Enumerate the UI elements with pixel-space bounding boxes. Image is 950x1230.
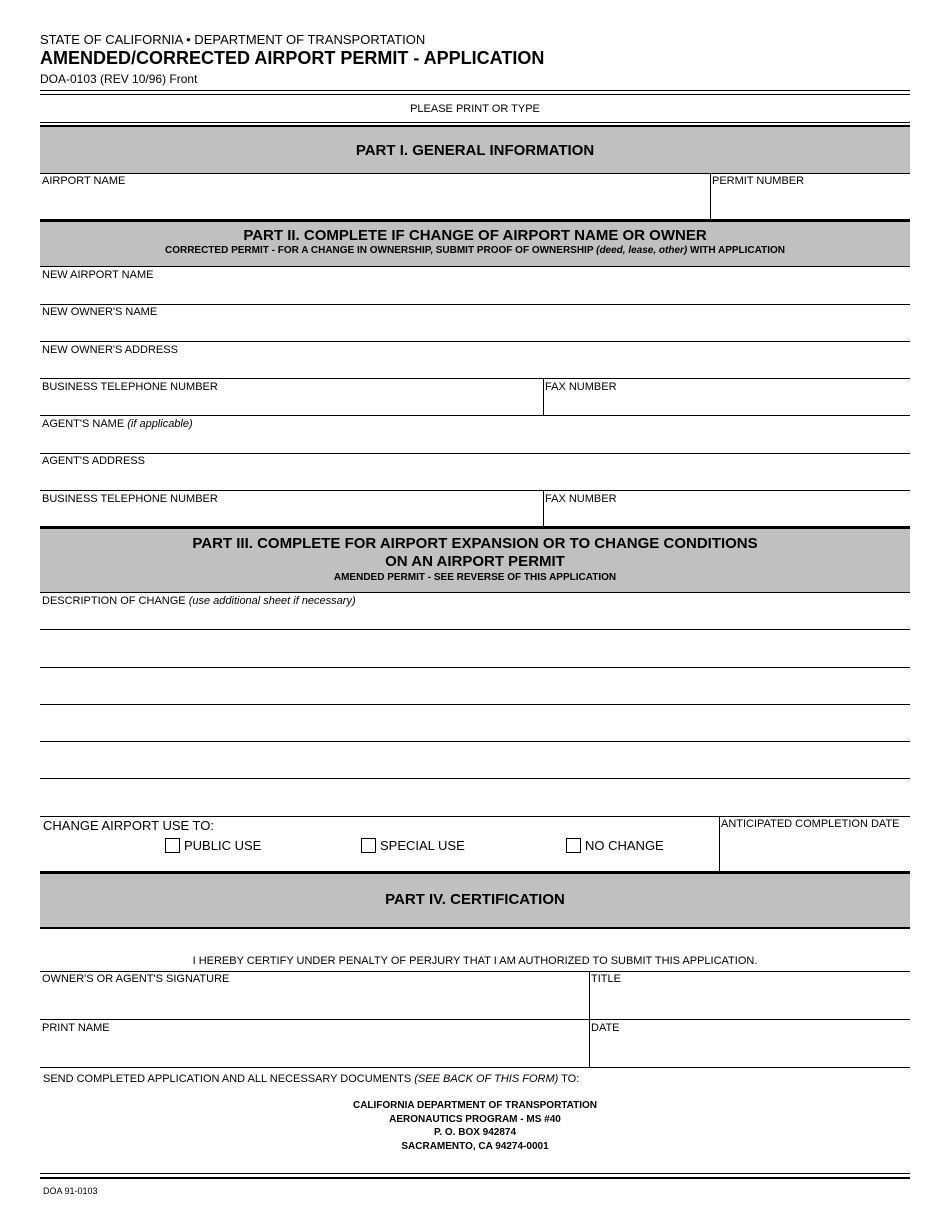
public-use-option[interactable] [165, 838, 261, 853]
fax-divider [543, 378, 544, 415]
special-use-checkbox[interactable] [361, 838, 376, 853]
new-owner-address-label: NEW OWNER'S ADDRESS [42, 344, 178, 356]
public-use-checkbox[interactable] [165, 838, 180, 853]
part4-band-bottom [40, 927, 910, 929]
mailing-address [40, 1099, 910, 1153]
completion-date-label: ANTICIPATED COMPLETION DATE [721, 818, 900, 830]
fax-label: FAX NUMBER [545, 381, 617, 393]
no-change-option[interactable] [566, 838, 664, 853]
part3-subtitle: AMENDED PERMIT - SEE REVERSE OF THIS APPLICATION [333, 572, 617, 583]
part3-title-2: ON AN AIRPORT PERMIT [385, 553, 565, 570]
description-line [40, 816, 910, 817]
part2-subtitle: CORRECTED PERMIT - FOR A CHANGE IN OWNERSHIP, SUBMIT PROOF OF OWNERSHIP (deed, lease, other) WITH APPLICATION [164, 245, 786, 256]
address-line: CALIFORNIA DEPARTMENT OF TRANSPORTATION [352, 1100, 598, 1111]
row-rule [40, 490, 910, 491]
new-owner-name-label: NEW OWNER'S NAME [42, 306, 158, 318]
public-use-label: PUBLIC USE [184, 838, 262, 853]
address-line: AERONAUTICS PROGRAM - MS #40 [389, 1113, 561, 1125]
part3-band-bottom [40, 592, 910, 593]
description-label: DESCRIPTION OF CHANGE (use additional sheet if necessary) [42, 595, 356, 607]
fax-2-label: FAX NUMBER [545, 493, 617, 505]
header-rule-2 [40, 94, 910, 95]
part2-title: PART II. COMPLETE IF CHANGE OF AIRPORT NAME OR OWNER [243, 227, 707, 244]
special-use-label: SPECIAL USE [380, 838, 465, 853]
change-use-label: CHANGE AIRPORT USE TO: [43, 818, 214, 833]
address-line: SACRAMENTO, CA 94274-0001 [401, 1140, 549, 1152]
footer-rule [40, 1173, 910, 1174]
row-rule [40, 341, 910, 342]
address-line: P. O. BOX 942874 [433, 1127, 517, 1138]
description-line [40, 741, 910, 742]
row-rule [40, 304, 910, 305]
part1-rule-top [40, 122, 910, 123]
completion-divider [719, 816, 720, 871]
part1-band [40, 125, 910, 173]
agency-name: STATE OF CALIFORNIA • DEPARTMENT OF TRANSPORTATION [40, 32, 426, 47]
airport-name-label: AIRPORT NAME [42, 175, 126, 187]
form-title: AMENDED/CORRECTED AIRPORT PERMIT - APPLICATION [40, 48, 545, 68]
part3-title-1: PART III. COMPLETE FOR AIRPORT EXPANSION OR TO CHANGE CONDITIONS [192, 535, 758, 552]
row-rule [40, 378, 910, 379]
form-id: DOA-0103 (REV 10/96) Front [40, 72, 198, 86]
business-phone-label: BUSINESS TELEPHONE NUMBER [42, 381, 218, 393]
description-line [40, 704, 910, 705]
new-airport-name-label: NEW AIRPORT NAME [42, 269, 154, 281]
description-line [40, 629, 910, 630]
row-rule [40, 415, 910, 416]
send-instructions: SEND COMPLETED APPLICATION AND ALL NECESSARY DOCUMENTS (SEE BACK OF THIS FORM) TO: [43, 1073, 580, 1085]
part4-title: PART IV. CERTIFICATION [385, 891, 565, 908]
certification-statement: I HEREBY CERTIFY UNDER PENALTY OF PERJURY THAT I AM AUTHORIZED TO SUBMIT THIS APPLICATION. [192, 955, 758, 967]
signature-label: OWNER'S OR AGENT'S SIGNATURE [42, 973, 230, 985]
date-label: DATE [591, 1022, 620, 1034]
description-line [40, 778, 910, 779]
agent-address-label: AGENT'S ADDRESS [42, 455, 145, 467]
permit-divider [710, 173, 711, 219]
row-rule [40, 971, 910, 972]
part2-band-bottom [40, 266, 910, 267]
special-use-option[interactable] [361, 838, 465, 853]
print-note: PLEASE PRINT OR TYPE [410, 103, 540, 115]
row-rule [40, 1067, 910, 1068]
fax-2-divider [543, 490, 544, 527]
part2-band [40, 222, 910, 266]
header-rule [40, 90, 910, 91]
no-change-checkbox[interactable] [566, 838, 581, 853]
part4-band [40, 874, 910, 927]
no-change-label: NO CHANGE [585, 838, 664, 853]
footer-code: DOA 91-0103 [43, 1186, 98, 1196]
row-rule [40, 1019, 910, 1020]
agent-name-label: AGENT'S NAME (if applicable) [42, 418, 193, 430]
part3-band [40, 529, 910, 592]
description-line [40, 667, 910, 668]
footer-rule-2 [40, 1177, 910, 1179]
business-phone-2-label: BUSINESS TELEPHONE NUMBER [42, 493, 218, 505]
permit-number-label: PERMIT NUMBER [712, 175, 805, 187]
title-label: TITLE [591, 973, 621, 985]
row-rule [40, 453, 910, 454]
part1-title: PART I. GENERAL INFORMATION [355, 142, 595, 159]
print-name-label: PRINT NAME [42, 1022, 110, 1034]
part1-band-bottom [40, 173, 910, 174]
